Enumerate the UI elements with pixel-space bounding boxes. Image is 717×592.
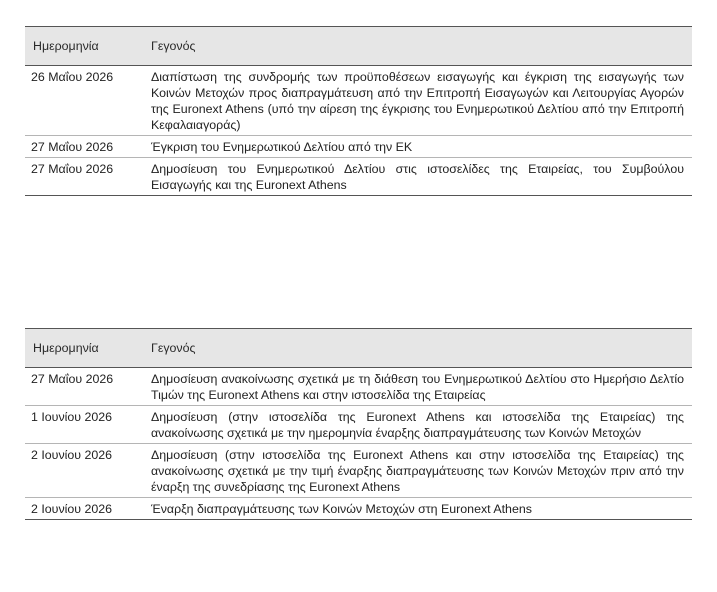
event-cell: Δημοσίευση (στην ιστοσελίδα της Euronext Athens και ιστοσελίδα της Εταιρείας) της ανακοίνωσης σχετικά με την ημερομηνία έναρξης διαπραγμάτευσης των Κοινών Μετοχών xyxy=(143,406,692,444)
event-cell: Δημοσίευση ανακοίνωσης σχετικά με τη διάθεση του Ενημερωτικού Δελτίου στο Ημερήσιο Δελτίο Τιμών της Euronext Athens και στην ιστοσελίδα της Εταιρείας xyxy=(143,368,692,406)
event-cell: Έναρξη διαπραγμάτευσης των Κοινών Μετοχών στη Euronext Athens xyxy=(143,498,692,520)
table-row xyxy=(25,444,692,498)
table-row xyxy=(25,66,692,136)
date-cell: 27 Μαΐου 2026 xyxy=(25,158,143,196)
table-body xyxy=(25,66,692,196)
date-cell: 27 Μαΐου 2026 xyxy=(25,368,143,406)
table-header xyxy=(25,329,692,368)
date-cell: 1 Ιουνίου 2026 xyxy=(25,406,143,444)
table-header xyxy=(25,27,692,66)
date-cell: 2 Ιουνίου 2026 xyxy=(25,444,143,498)
table-row xyxy=(25,498,692,520)
event-cell: Δημοσίευση του Ενημερωτικού Δελτίου στις ιστοσελίδες της Εταιρείας, του Συμβούλου Εισαγωγής και της Euronext Athens xyxy=(143,158,692,196)
timeline-table-1 xyxy=(25,26,692,196)
column-header-date: Ημερομηνία xyxy=(25,329,143,368)
table-row xyxy=(25,158,692,196)
table-row xyxy=(25,406,692,444)
date-cell: 26 Μαΐου 2026 xyxy=(25,66,143,136)
header-row xyxy=(25,329,692,368)
event-cell: Διαπίστωση της συνδρομής των προϋποθέσεων εισαγωγής και έγκριση της εισαγωγής των Κοινών Μετοχών προς διαπραγμάτευση από την Επιτροπή Εισαγωγών και Λειτουργίας Αγορών της Euronext Athens (υπό την αίρεση της έγκρισης του Ενημερωτικού Δελτίου από την Επιτροπή Κεφαλαιαγοράς) xyxy=(143,66,692,136)
column-header-event: Γεγονός xyxy=(143,329,692,368)
table-row xyxy=(25,136,692,158)
timeline-table-2 xyxy=(25,328,692,520)
column-header-date: Ημερομηνία xyxy=(25,27,143,66)
event-cell: Έγκριση του Ενημερωτικού Δελτίου από την ΕΚ xyxy=(143,136,692,158)
table-row xyxy=(25,368,692,406)
table-body xyxy=(25,368,692,520)
header-row xyxy=(25,27,692,66)
date-cell: 27 Μαΐου 2026 xyxy=(25,136,143,158)
event-cell: Δημοσίευση (στην ιστοσελίδα της Euronext Athens και στην ιστοσελίδα της Εταιρείας) της ανακοίνωσης σχετικά με την τιμή έναρξης διαπραγμάτευσης των Κοινών Μετοχών πριν από την έναρξη της συνεδρίασης της Euronext Athens xyxy=(143,444,692,498)
date-cell: 2 Ιουνίου 2026 xyxy=(25,498,143,520)
column-header-event: Γεγονός xyxy=(143,27,692,66)
